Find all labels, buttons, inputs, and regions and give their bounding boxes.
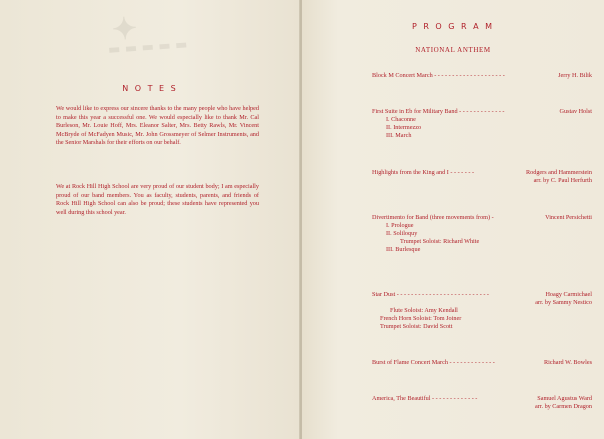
notes-paragraph-2: We at Rock Hill High School are very proud of our student body; I am especially proud of our band members. You as faculty, students, parents, and friends of Rock Hill High School can also be proud; these students have represented you well during this school year.: [56, 183, 259, 216]
composer: Jerry H. Bilik: [558, 72, 592, 79]
program-item-king-and-i: [372, 169, 592, 185]
piece-title: Block M Concert March - - - - - - - - - - - - - - - - - - - -: [372, 72, 505, 79]
composer: Vincent Persichetti: [545, 214, 592, 221]
faded-bleed-through: ▬ ▬ ▬ ▬ ▬: [107, 37, 188, 58]
composer: Rodgers and Hammerstein: [526, 169, 592, 176]
piece-title: Burst of Flame Concert March - - - - - - - - - - - - -: [372, 359, 495, 366]
movement: III. March: [386, 132, 412, 139]
notes-title: N O T E S: [122, 84, 178, 93]
program-item-block-m: [372, 72, 592, 80]
movement: III. Burlesque: [386, 246, 421, 253]
movement: I. Prologue: [386, 222, 414, 229]
movement: II. Intermezzo: [386, 124, 422, 131]
program-item-burst-of-flame: [372, 359, 592, 367]
program-item-first-suite: [372, 108, 592, 140]
piece-title: Highlights from the King and I - - - - - - -: [372, 169, 475, 176]
piece-title: Star Dust - - - - - - - - - - - - - - - - - - - - - - - - - -: [372, 291, 489, 298]
movement: I. Chaconne: [386, 116, 416, 123]
soloist: Flute Soloist: Amy Kendall: [390, 307, 458, 314]
program-item-star-dust: [372, 291, 592, 331]
arranger: arr. by Sammy Nestico: [535, 299, 592, 306]
program-title: P R O G R A M: [411, 22, 495, 31]
national-anthem: NATIONAL ANTHEM: [415, 46, 491, 54]
arranger: arr. by C. Paul Herfurth: [533, 177, 592, 184]
composer: Richard W. Bowles: [544, 359, 592, 366]
notes-paragraph-1: We would like to express our sincere thanks to the many people who have helped to make this year a successful one. We would especially like to thank Mr. Cal Burleson, Mr. Louie Hoff, Mrs. Eleanor Salter, Mrs. Betty Rawls, Mr. Vincent McBryde of McFadyen Music, Mr. John Grossmeyer of Selmer Instruments, and the Senior Marshals for their efforts on our behalf.: [56, 105, 259, 146]
arranger: arr. by Carmen Dragon: [534, 403, 592, 410]
composer: Gustav Holst: [559, 108, 592, 115]
movement: II. Soliloquy: [386, 230, 418, 237]
soloist: Trumpet Soloist: David Scott: [380, 323, 453, 330]
piece-title: Divertimento for Band (three movements from) -: [372, 214, 494, 221]
program-item-america: [372, 395, 592, 411]
piece-title: America, The Beautiful - - - - - - - - - - - - -: [372, 395, 478, 402]
composer: Samuel Agustus Ward: [537, 395, 592, 402]
soloist: Trumpet Soloist: Richard White: [400, 238, 480, 245]
soloist: French Horn Soloist: Tom Joiner: [380, 315, 462, 322]
piece-title: First Suite in Eb for Military Band - - - - - - - - - - - - -: [372, 108, 505, 115]
faded-crest-icon: ✦: [110, 11, 139, 48]
program-item-divertimento: [372, 214, 592, 254]
left-page: [0, 0, 300, 439]
composer: Hoagy Carmichael: [545, 291, 592, 298]
